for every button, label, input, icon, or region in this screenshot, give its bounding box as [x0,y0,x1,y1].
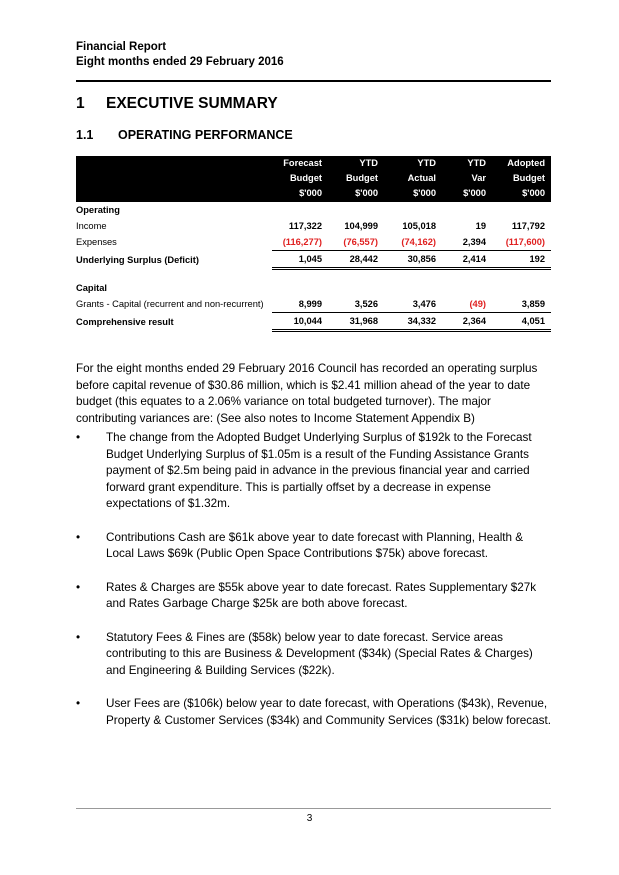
column-unit: $'000 [492,186,551,202]
operating-performance-table [76,156,551,332]
list-item [76,430,554,513]
cell: 3,526 [354,299,378,309]
list-item-text: The change from the Adopted Budget Underlying Surplus of $192k to the Forecast Budget Underlying Surplus of $1.05m is a result of the Funding Assistance Grants payment of $2.5m being paid in advance in the previous financial year and carried forward grant expenditure. This is partially offset by a decrease in expense expectations of $1.32m. [106,431,532,510]
subsection-heading [76,128,293,142]
list-item-text: User Fees are ($106k) below year to date forecast, with Operations ($43k), Revenue, Property & Customer Services ($34k) and Community Services ($31k) below forecast. [106,697,551,727]
column-header: Adopted [492,156,551,171]
bullet-icon: • [76,580,81,594]
intro-paragraph: For the eight months ended 29 February 2016 Council has recorded an operating surplus before capital revenue of $30.86 million, which is $2.41 million ahead of the year to date budget (this equates to a 2.06% variance on total budgeted turnover). The major contributing variances are: (See also notes to Income Statement Appendix B) [76,362,538,425]
list-item-text: Rates & Charges are $55k above year to date forecast. Rates Supplementary $27k and Rates Garbage Charge $25k are both above forecast. [106,580,537,610]
column-unit: $'000 [384,186,442,202]
column-header: Var [442,171,492,186]
list-item [76,530,554,563]
operating-label: Operating [76,205,120,215]
cell: 4,051 [492,313,551,331]
cell-negative: (49) [469,299,486,309]
cell: 1,045 [272,251,328,269]
cell-negative: (116,277) [282,237,322,247]
table-section-row [76,280,551,296]
bullet-icon: • [76,697,81,710]
column-unit: $'000 [328,186,384,202]
section-number: 1 [76,95,85,112]
report-header [76,40,284,70]
cell: 8,999 [298,299,322,309]
table-total-row [76,251,551,269]
table-header-row [76,156,551,171]
cell: 31,968 [328,313,384,331]
column-header: Budget [492,171,551,186]
cell: 117,322 [288,221,322,231]
cell-negative: (74,162) [401,237,436,247]
report-title: Financial Report [76,41,167,53]
cell: 30,856 [384,251,442,269]
table-total-row [76,313,551,331]
page-number: 3 [306,813,313,824]
column-header: Budget [272,171,328,186]
cell: 34,332 [384,313,442,331]
subsection-title: OPERATING PERFORMANCE [118,128,293,142]
cell: 3,859 [521,299,545,309]
capital-label: Capital [76,283,107,293]
section-title: EXECUTIVE SUMMARY [106,95,278,112]
cell-negative: (117,600) [505,237,545,247]
column-unit: $'000 [442,186,492,202]
cell: 117,792 [511,221,545,231]
column-unit: $'000 [272,186,328,202]
section-heading [76,95,278,113]
cell: 19 [475,221,486,231]
list-item [76,580,554,613]
cell: 104,999 [344,221,378,231]
column-header: Budget [328,171,384,186]
bullet-icon: • [76,630,81,644]
cell: 3,476 [412,299,436,309]
cell: 2,364 [442,313,492,331]
table-row [76,296,551,313]
column-header: YTD [328,156,384,171]
variance-list [76,430,554,746]
subsection-number: 1.1 [76,128,94,142]
column-header: YTD [384,156,442,171]
row-label: Grants - Capital (recurrent and non-recurrent) [76,299,264,310]
row-label: Income [76,221,107,231]
column-header: Actual [384,171,442,186]
column-header: Forecast [272,156,328,171]
list-item-text: Statutory Fees & Fines are ($58k) below year to date forecast. Service areas contributing to this are Business & Development ($34k) (Special Rates & Charges) and Engineering & Building Services ($22k). [106,630,533,677]
cell: 192 [492,251,551,269]
list-item [76,696,554,729]
row-label: Underlying Surplus (Deficit) [76,254,199,265]
cell: 105,018 [402,221,436,231]
bullet-icon: • [76,431,81,444]
column-header: YTD [442,156,492,171]
header-rule [76,80,551,82]
row-label: Comprehensive result [76,316,174,327]
table-section-row [76,202,551,219]
table-row [76,218,551,234]
cell-negative: (76,557) [343,237,378,247]
table-header-row [76,186,551,202]
table-row [76,234,551,251]
list-item-text: Contributions Cash are $61k above year to date forecast with Planning, Health & Local Laws $69k (Public Open Space Contributions $75k) above forecast. [106,530,524,560]
table-header-row [76,171,551,186]
cell: 2,394 [462,237,486,247]
cell: 2,414 [442,251,492,269]
bullet-icon: • [76,530,81,544]
cell: 28,442 [328,251,384,269]
footer-rule [76,808,551,809]
cell: 10,044 [272,313,328,331]
report-period: Eight months ended 29 February 2016 [76,56,284,68]
row-label: Expenses [76,237,117,248]
list-item [76,630,554,680]
